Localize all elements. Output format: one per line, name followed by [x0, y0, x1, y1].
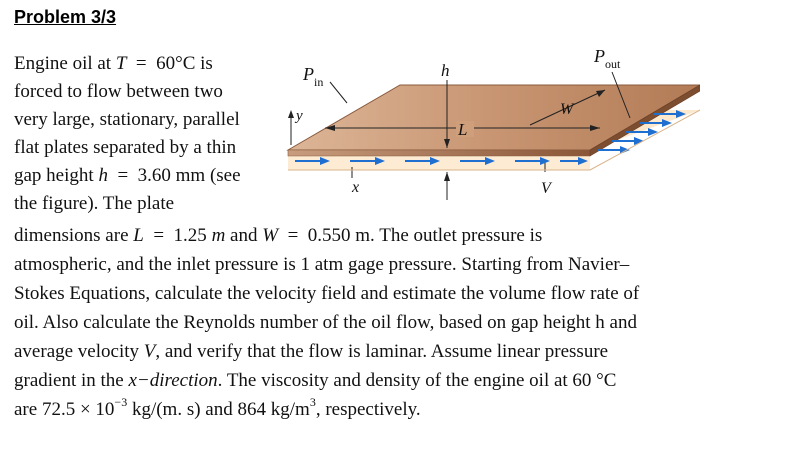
- left-line-2: forced to flow between two: [14, 81, 223, 102]
- text-line-gradient: gradient in the x−direction. The viscosity and density of the engine oil at 60 °C: [14, 370, 617, 391]
- label-x: x: [352, 179, 360, 196]
- label-L: L: [458, 120, 468, 139]
- left-line-1: Engine oil at T = 60°C is: [14, 53, 213, 74]
- label-h: h: [441, 61, 450, 80]
- left-line-3: very large, stationary, parallel: [14, 109, 240, 130]
- left-line-6: the figure). The plate: [14, 193, 175, 214]
- text-line-average-velocity: average velocity V, and verify that the flow is laminar. Assume linear pressure: [14, 341, 609, 362]
- label-y: y: [296, 108, 303, 124]
- left-line-5: gap height h = 3.60 mm (see: [14, 165, 241, 186]
- label-p-in: $P_{in}$: [303, 64, 324, 89]
- label-W: W: [560, 101, 574, 118]
- text-line-dimensions: dimensions are L = 1.25 m and W = 0.550 m. The outlet pressure is: [14, 225, 543, 246]
- text-line-atmospheric: atmospheric, and the inlet pressure is 1 atm gage pressure. Starting from Navier–: [14, 254, 630, 275]
- label-V: V: [541, 180, 551, 197]
- text-line-stokes: Stokes Equations, calculate the velocity field and estimate the volume flow rate of: [14, 283, 640, 304]
- top-plate-edge: [288, 150, 590, 156]
- problem-heading: Problem 3/3: [14, 7, 117, 27]
- text-line-viscosity: are $72.5 \times 10^{-3}$ kg/(m. s) and 864 $kg/m^3$, respectively.: [14, 394, 421, 420]
- text-line-reynolds: oil. Also calculate the Reynolds number of the oil flow, based on gap height h and: [14, 312, 637, 333]
- left-line-4: flat plates separated by a thin: [14, 137, 237, 158]
- label-p-out: $P_{out}$: [594, 46, 621, 71]
- parallel-plates-figure: [270, 40, 700, 210]
